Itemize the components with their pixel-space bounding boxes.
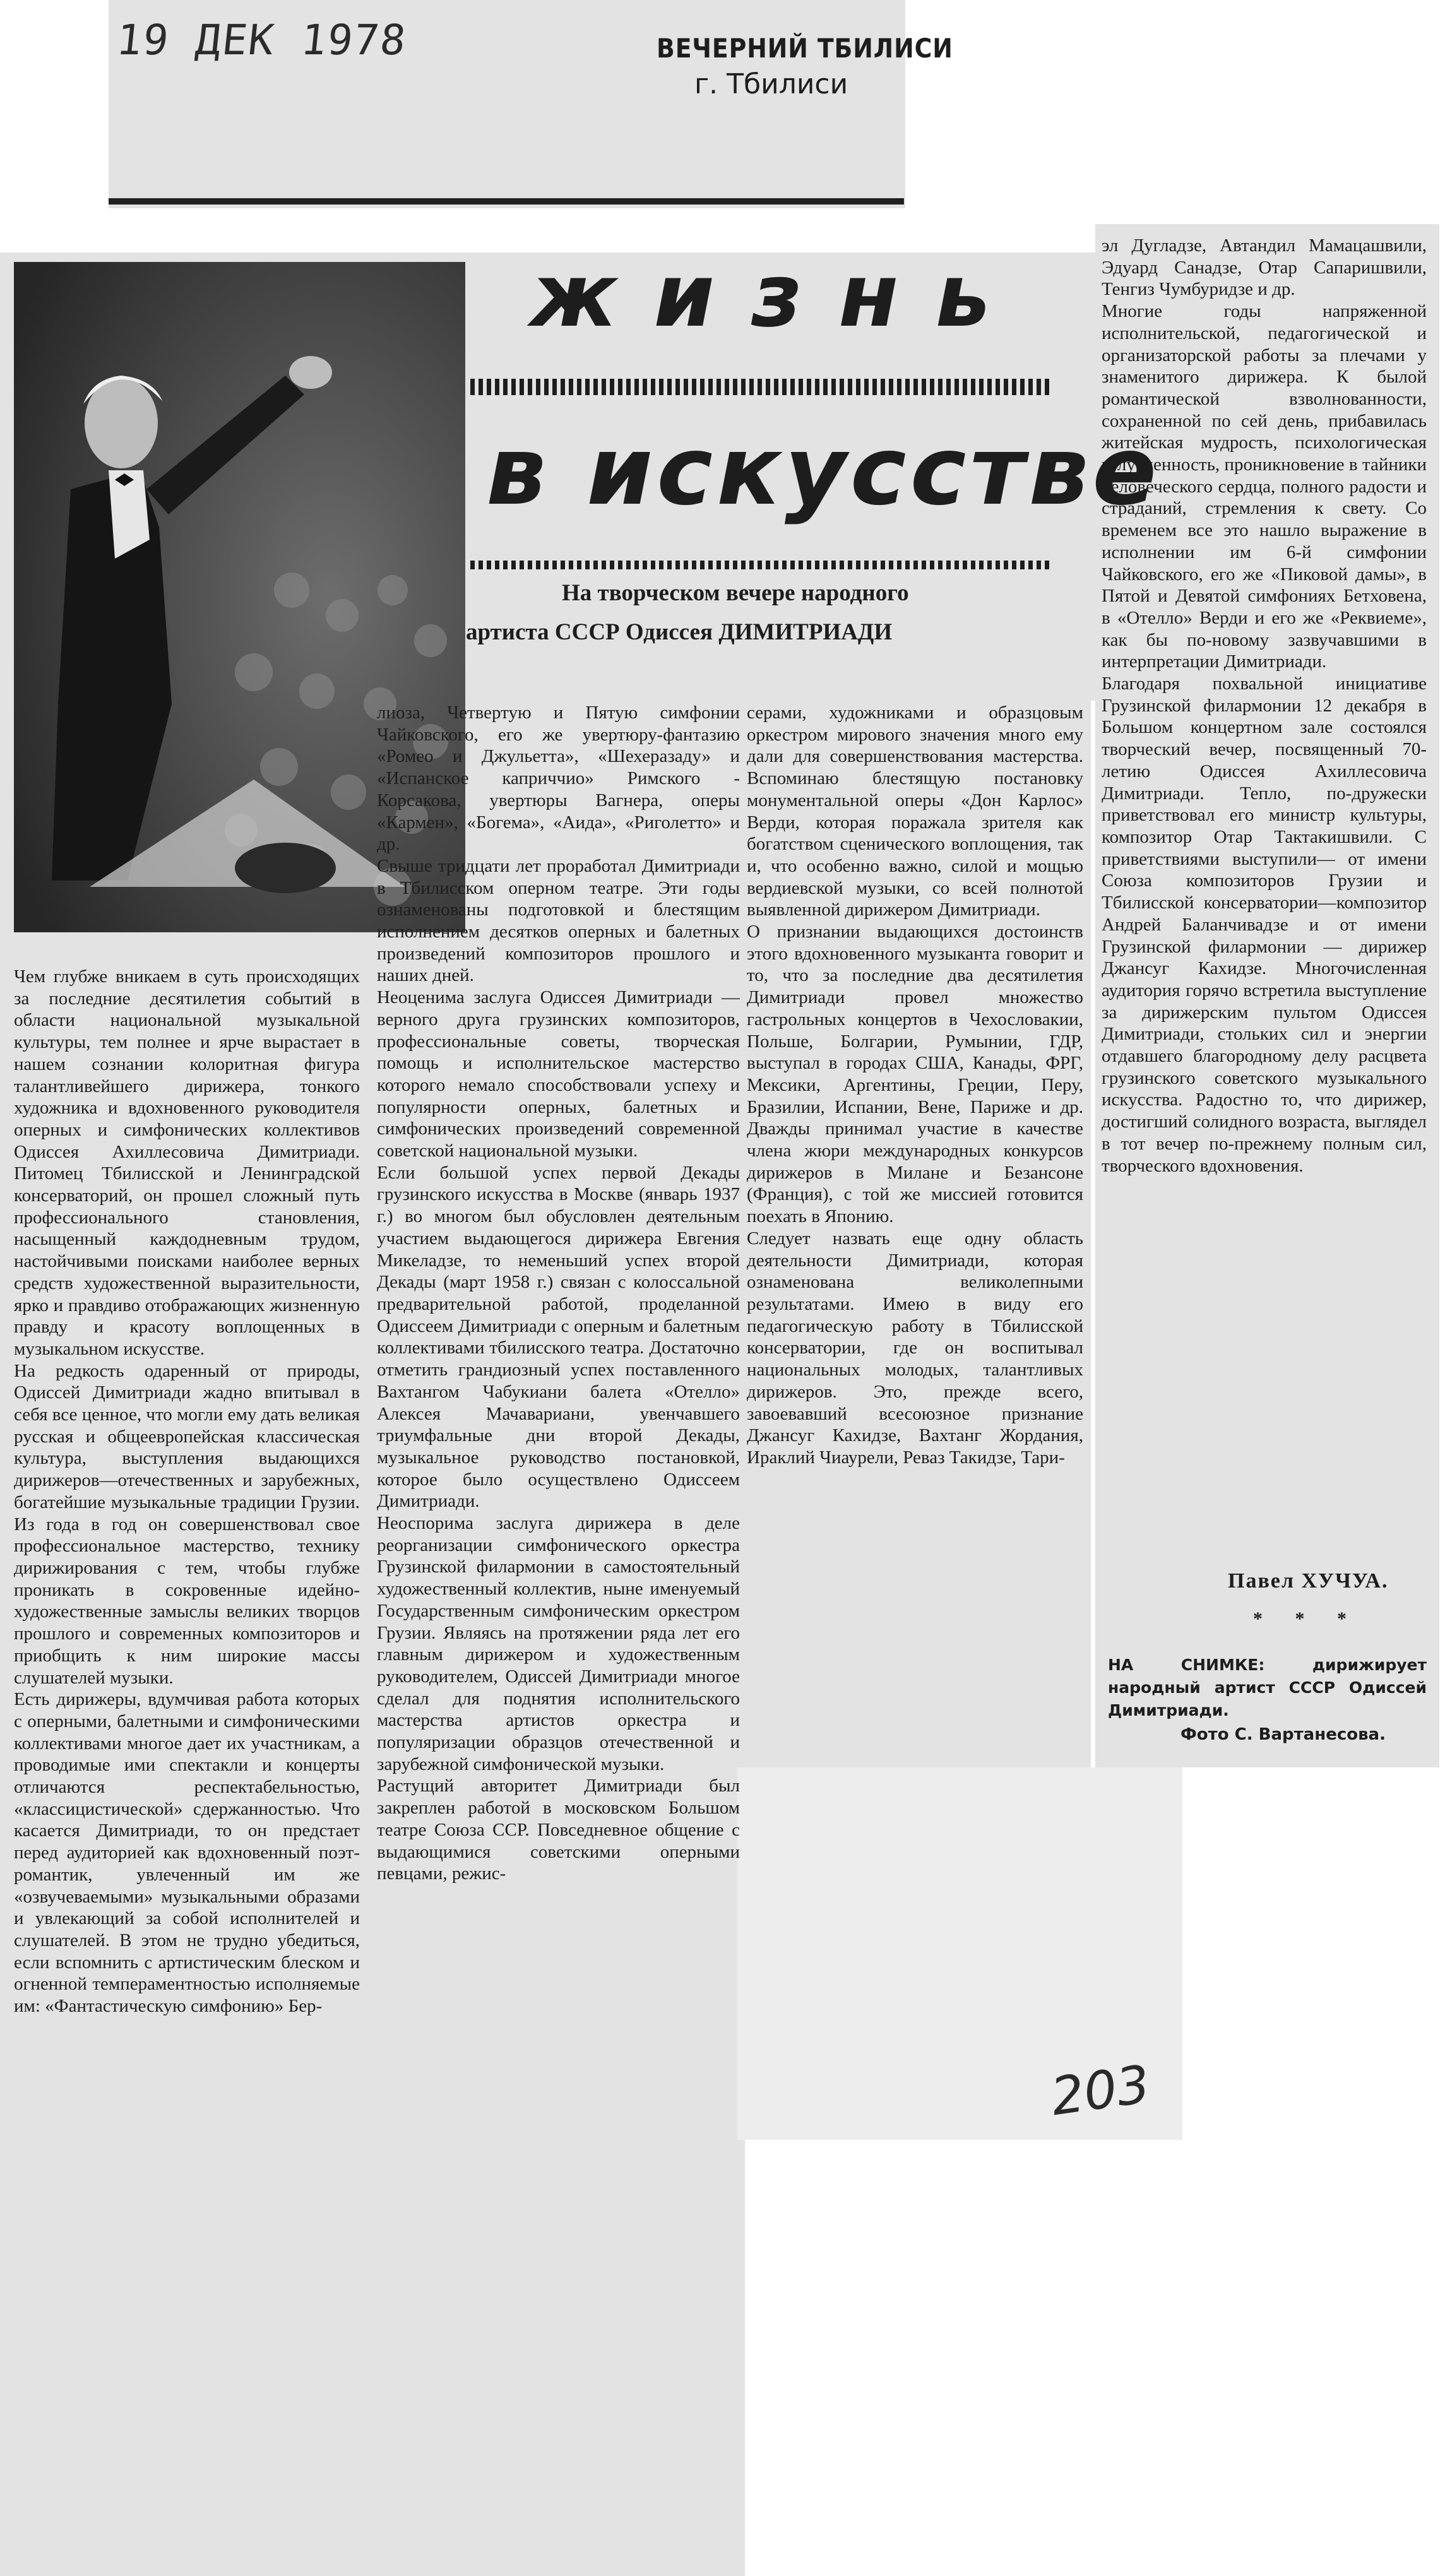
date-stamp: 19 ДЕК 1978 [114,16,410,64]
headline-line-1: жизнь [530,245,1027,347]
headline-divider [470,561,1051,569]
subtitle-line-2: артиста СССР Одиссея ДИМИТРИАДИ [466,619,893,645]
newspaper-name: ВЕЧЕРНИЙ ТБИЛИСИ [657,33,953,64]
section-separator: * * * [1253,1608,1360,1629]
author-signature: Павел ХУЧУА. [1228,1569,1389,1593]
photo-credit: Фото С. Вартанесова. [1180,1725,1386,1744]
subtitle-line-1: На творческом вечере народного [562,580,909,606]
archive-page-number: 203 [1047,2054,1154,2128]
photo-caption: НА СНИМКЕ: дирижирует народный артист СССР Одиссей Димитриади. [1108,1656,1427,1719]
article-column-1: Чем глубже вникаем в суть происходящих за последние десятилетия событий в области национальной музыкальной культуры, тем полнее и ярче вырастает в нашем сознании колоритная фигура талантливейшего дирижера, тонкого художника и вдохновенного руководителя оперных и симфонических коллективов Одиссея Ахиллесовича Димитриади. Питомец Тбилисской и Ленинградской консерваторий, он прошел сложный путь профессионального становления, насыщенный каждодневным трудом, настойчивыми поисками наиболее верных средств художественной выразительности, ярко и правдиво отображающих жизненную правду и красоту воплощенных в музыкальном искусстве. На редкость одаренный от природы, Одиссей Димитриади жадно впитывал в себя все ценное, что могли ему дать великая русская и общеевропейская классическая культура, выступления выдающихся дирижеров—отечественных и зарубежных, богатейшие музыкальные традиции Грузии. Из года в год он совершенствовал свое профессиональное мастерство, технику дирижирования с тем, чтобы глубже проникать в сокровенные идейно-художественные замыслы великих творцов прошлого и современных композиторов и приобщить к ним широкие массы слушателей музыки. Есть дирижеры, вдумчивая работа которых с оперными, балетными и симфоническими коллективами многое дает их участникам, а проводимые ими спектакли и концерты отличаются респектабельностью, «классицистической» сдержанностью. Что касается Димитриади, то он предстает перед аудиторией как вдохновенный поэт-романтик, увлеченный им же «озвучеваемыми» музыкальными образами и увлекающий за собой исполнителей и слушателей. В этом не трудно убедиться, если вспомнить с артистическим блеском и огненной темпераментностью исполняемые им: «Фантастическую симфонию» Бер- [14,966,360,2017]
header-rule [109,198,904,205]
newspaper-city: г. Тбилиси [694,68,848,100]
article-column-2: лиоза, Четвертую и Пятую симфонии Чайковского, его же увертюру-фантазию «Ромео и Джульетта», «Шехеразаду» и «Испанское каприччио» Римского - Корсакова, увертюры Вагнера, оперы «Кармен», «Богема», «Аида», «Риголетто» и др. Свыше тридцати лет проработал Димитриади в Тбилисском оперном театре. Эти годы ознаменованы подготовкой и блестящим исполнением десятков оперных и балетных произведений композиторов прошлого и наших дней. Неоценима заслуга Одиссея Димитриади — верного друга грузинских композиторов, профессиональные советы, творческая помощь и исполнительское мастерство которого немало способствовали успеху и популярности оперных, балетных и симфонических произведений современной советской национальной музыки. Если большой успех первой Декады грузинского искусства в Москве (январь 1937 г.) во многом был обусловлен деятельным участием выдающегося дирижера Евгения Микеладзе, то неменьший успех второй Декады (март 1958 г.) связан с колоссальной предварительной работой, проделанной Одиссеем Димитриади с оперным и балетным коллективами тбилисского театра. Достаточно отметить грандиозный успех поставленного Вахтангом Чабукиани балета «Отелло» Алексея Мачавариани, увенчавшего триумфальные дни второй Декады, музыкальное руководство постановкой, которое было осуществлено Одиссеем Димитриади. Неоспорима заслуга дирижера в деле реорганизации симфонического оркестра Грузинской филармонии в самостоятельный художественный коллектив, ныне именуемый Государственным симфоническим оркестром Грузии. Являясь на протяжении ряда лет его главным дирижером и художественным руководителем, Одиссей Димитриади многое сделал для поднятия исполнительского мастерства артистов оркестра и популяризации образцов отечественной и зарубежной симфонической музыки. Растущий авторитет Димитриади был закреплен работой в московском Большом театре Союза ССР. Повседневное общение с выдающимися советскими оперными певцами, режис- [377,703,740,1884]
headline-line-2: в искусстве [486,417,1161,526]
article-column-3: серами, художниками и образцовым оркестром мирового значения много ему дали для совершенствования мастерства. Вспоминаю блестящую постановку монументальной оперы «Дон Карлос» Верди, которая поражала зрителя как богатством сценического воплощения, так и, что особенно важно, силой и мощью вердиевской музыки, со всей полнотой выявленной дирижером Димитриади. О признании выдающихся достоинств этого вдохновенного музыканта говорит и то, что за последние два десятилетия Димитриади провел множество гастрольных концертов в Чехословакии, Польше, Болгарии, Румынии, ГДР, выступал в городах США, Канады, ФРГ, Мексики, Аргентины, Греции, Перу, Бразилии, Испании, Вене, Париже и др. Дважды принимал участие в качестве члена жюри международных конкурсов дирижеров в Милане и Безансоне (Франция), с той же миссией готовится поехать в Японию. Следует назвать еще одну область деятельности Димитриади, которая ознаменована великолепными результатами. Имею в виду его педагогическую работу в Тбилисской консерватории, где он воспитывал национальных молодых, талантливых дирижеров. Это, прежде всего, завоевавший всесоюзное признание Джансуг Кахидзе, Вахтанг Жордания, Ираклий Чиаурели, Реваз Такидзе, Тари- [747,703,1083,1468]
headline-divider [470,379,1051,395]
article-column-4: эл Дугладзе, Автандил Мамацашвили, Эдуард Санадзе, Отар Сапаришвили, Тенгиз Чумбуридзе и др. Многие годы напряженной исполнительской, педагогической и организаторской работы за плечами у знаменитого дирижера. К былой романтической взволнованности, сохраненной по сей день, прибавилась житейская мудрость, психологическая углубленность, проникновение в тайники человеческого сердца, полного радости и страданий, стремления к свету. Со временем все это нашло выражение в исполнении им 6-й симфонии Чайковского, его же «Пиковой дамы», в Пятой и Девятой симфониях Бетховена, в «Отелло» Верди и его же «Реквиеме», как бы по-новому зазвучавшими в интерпретации Димитриади. Благодаря похвальной инициативе Грузинской филармонии 12 декабря в Большом концертном зале состоялся творческий вечер, посвященный 70-летию Одиссея Ахиллесовича Димитриади. Тепло, по-дружески приветствовал его министр культуры, композитор Отар Тактакишвили. С приветствиями выступили— от имени Союза композиторов Грузии и Тбилисской консерватории—композитор Андрей Баланчивадзе и от имени Грузинской филармонии — дирижер Джансуг Кахидзе. Многочисленная аудитория горячо встретила выступление за дирижерским пультом Одиссея Димитриади, стольких сил и энергии отдавшего благородному делу расцвета грузинского советского музыкального искусства. Радостно то, что дирижер, достигший солидного возраста, выглядел в тот вечер по-прежнему полным сил, творческого вдохновения. [1102,235,1427,1176]
